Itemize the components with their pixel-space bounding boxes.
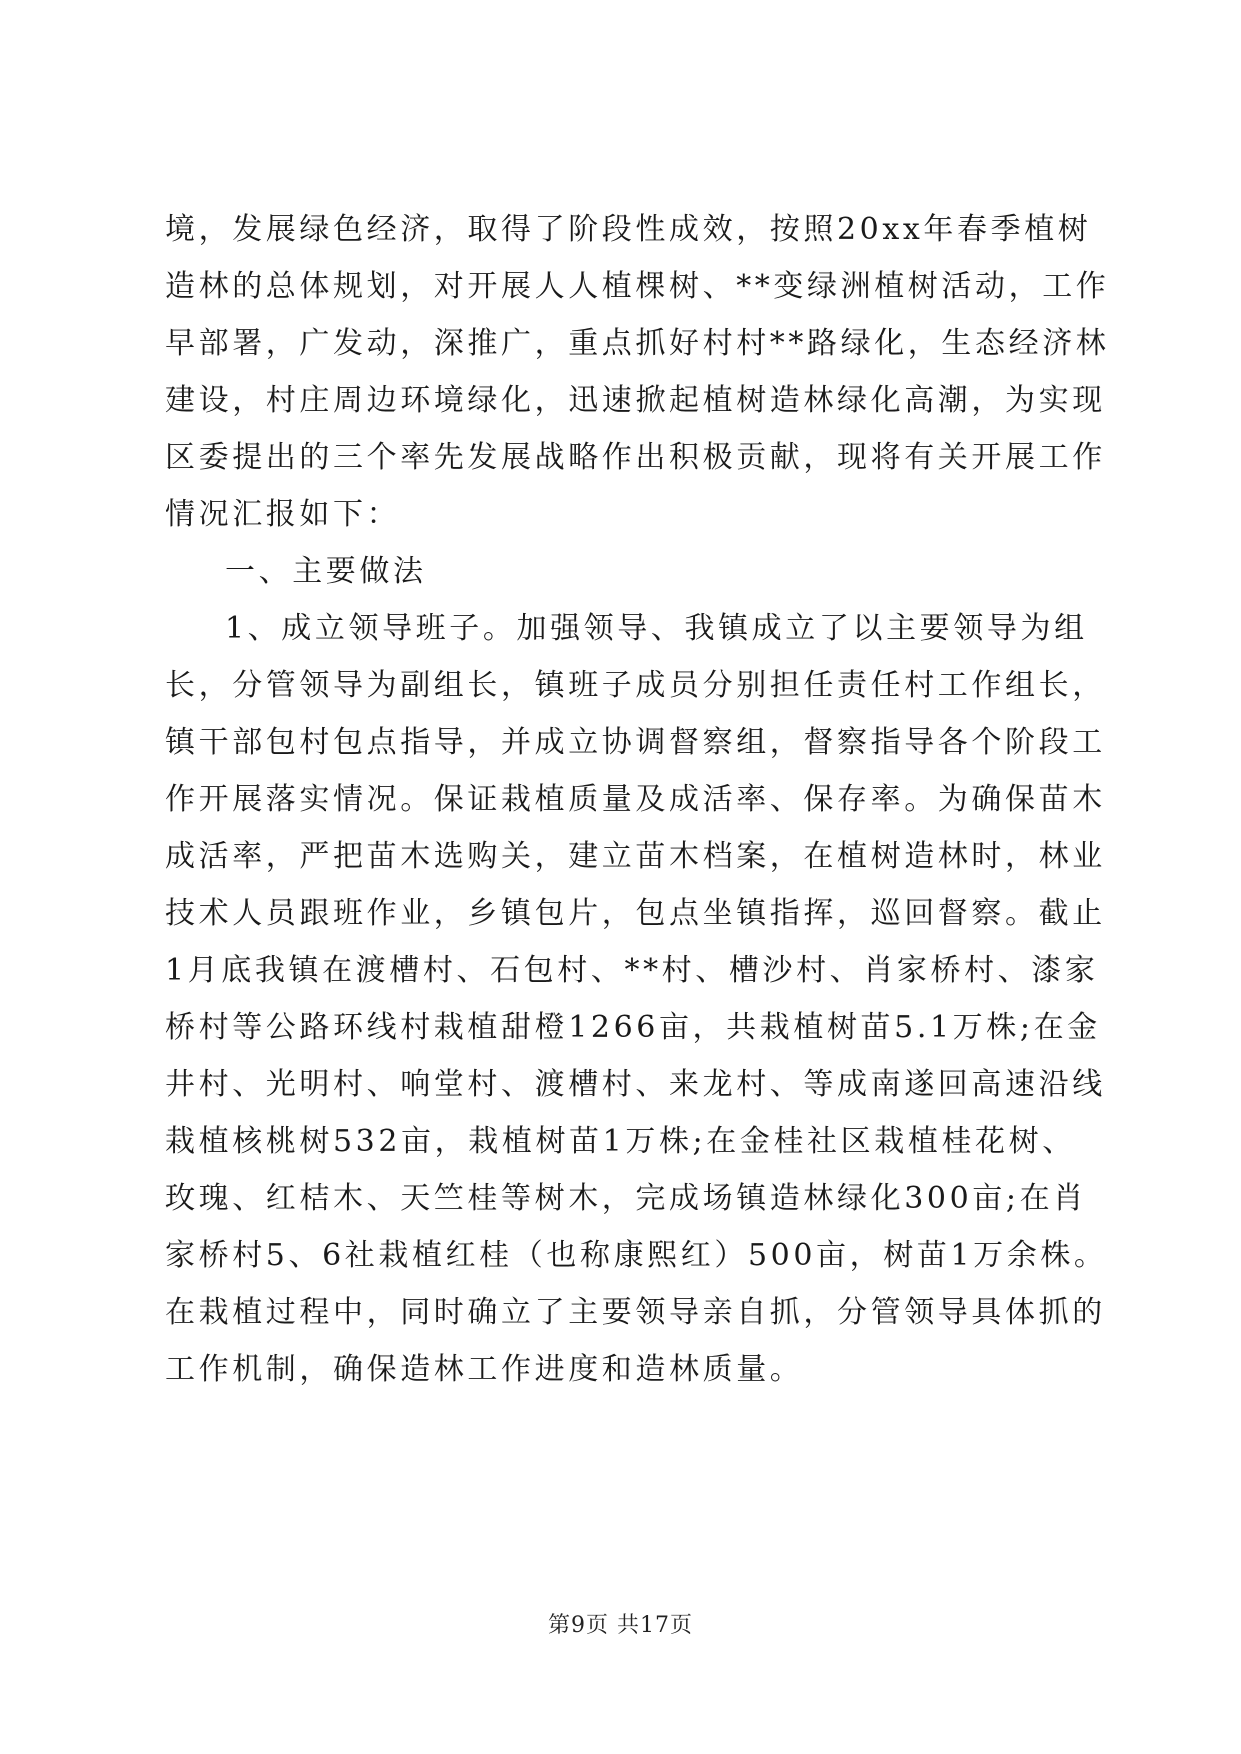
- body-line: 玫瑰、红桔木、天竺桂等树木，完成场镇造林绿化300亩;在肖: [165, 1181, 1087, 1216]
- body-line: 情况汇报如下：: [165, 497, 401, 532]
- body-line: 技术人员跟班作业，乡镇包片，包点坐镇指挥，巡回督察。截止: [165, 896, 1106, 931]
- body-line: 早部署，广发动，深推广，重点抓好村村**路绿化，生态经济林: [165, 326, 1110, 361]
- body-line: 长，分管领导为副组长，镇班子成员分别担任责任村工作组长，: [165, 668, 1106, 703]
- body-line: 在栽植过程中，同时确立了主要领导亲自抓，分管领导具体抓的: [165, 1295, 1106, 1330]
- body-line: 镇干部包村包点指导，并成立协调督察组，督察指导各个阶段工: [165, 725, 1106, 760]
- body-line: 成活率，严把苗木选购关，建立苗木档案，在植树造林时，林业: [165, 839, 1106, 874]
- body-line: 造林的总体规划，对开展人人植棵树、**变绿洲植树活动，工作: [165, 269, 1110, 304]
- body-line: 作开展落实情况。保证栽植质量及成活率、保存率。为确保苗木: [165, 782, 1106, 817]
- body-line: 工作机制，确保造林工作进度和造林质量。: [165, 1352, 804, 1387]
- body-line: 家桥村5、6社栽植红桂（也称康熙红）500亩，树苗1万余株。: [165, 1238, 1108, 1273]
- page-number-footer: 第9页 共17页: [548, 1613, 693, 1638]
- section-heading: 一、主要做法: [225, 554, 427, 589]
- body-line: 桥村等公路环线村栽植甜橙1266亩，共栽植树苗5.1万株;在金: [165, 1010, 1101, 1045]
- body-line: 1、成立领导班子。加强领导、我镇成立了以主要领导为组: [225, 611, 1088, 646]
- body-line: 1月底我镇在渡槽村、石包村、**村、槽沙村、肖家桥村、漆家: [165, 953, 1099, 988]
- body-line: 区委提出的三个率先发展战略作出积极贡献，现将有关开展工作: [165, 440, 1106, 475]
- body-line: 栽植核桃树532亩，栽植树苗1万株;在金桂社区栽植桂花树、: [165, 1124, 1076, 1159]
- body-line: 境，发展绿色经济，取得了阶段性成效，按照20xx年春季植树: [165, 212, 1092, 247]
- body-line: 井村、光明村、响堂村、渡槽村、来龙村、等成南遂回高速沿线: [165, 1067, 1106, 1102]
- body-line: 建设，村庄周边环境绿化，迅速掀起植树造林绿化高潮，为实现: [165, 383, 1106, 418]
